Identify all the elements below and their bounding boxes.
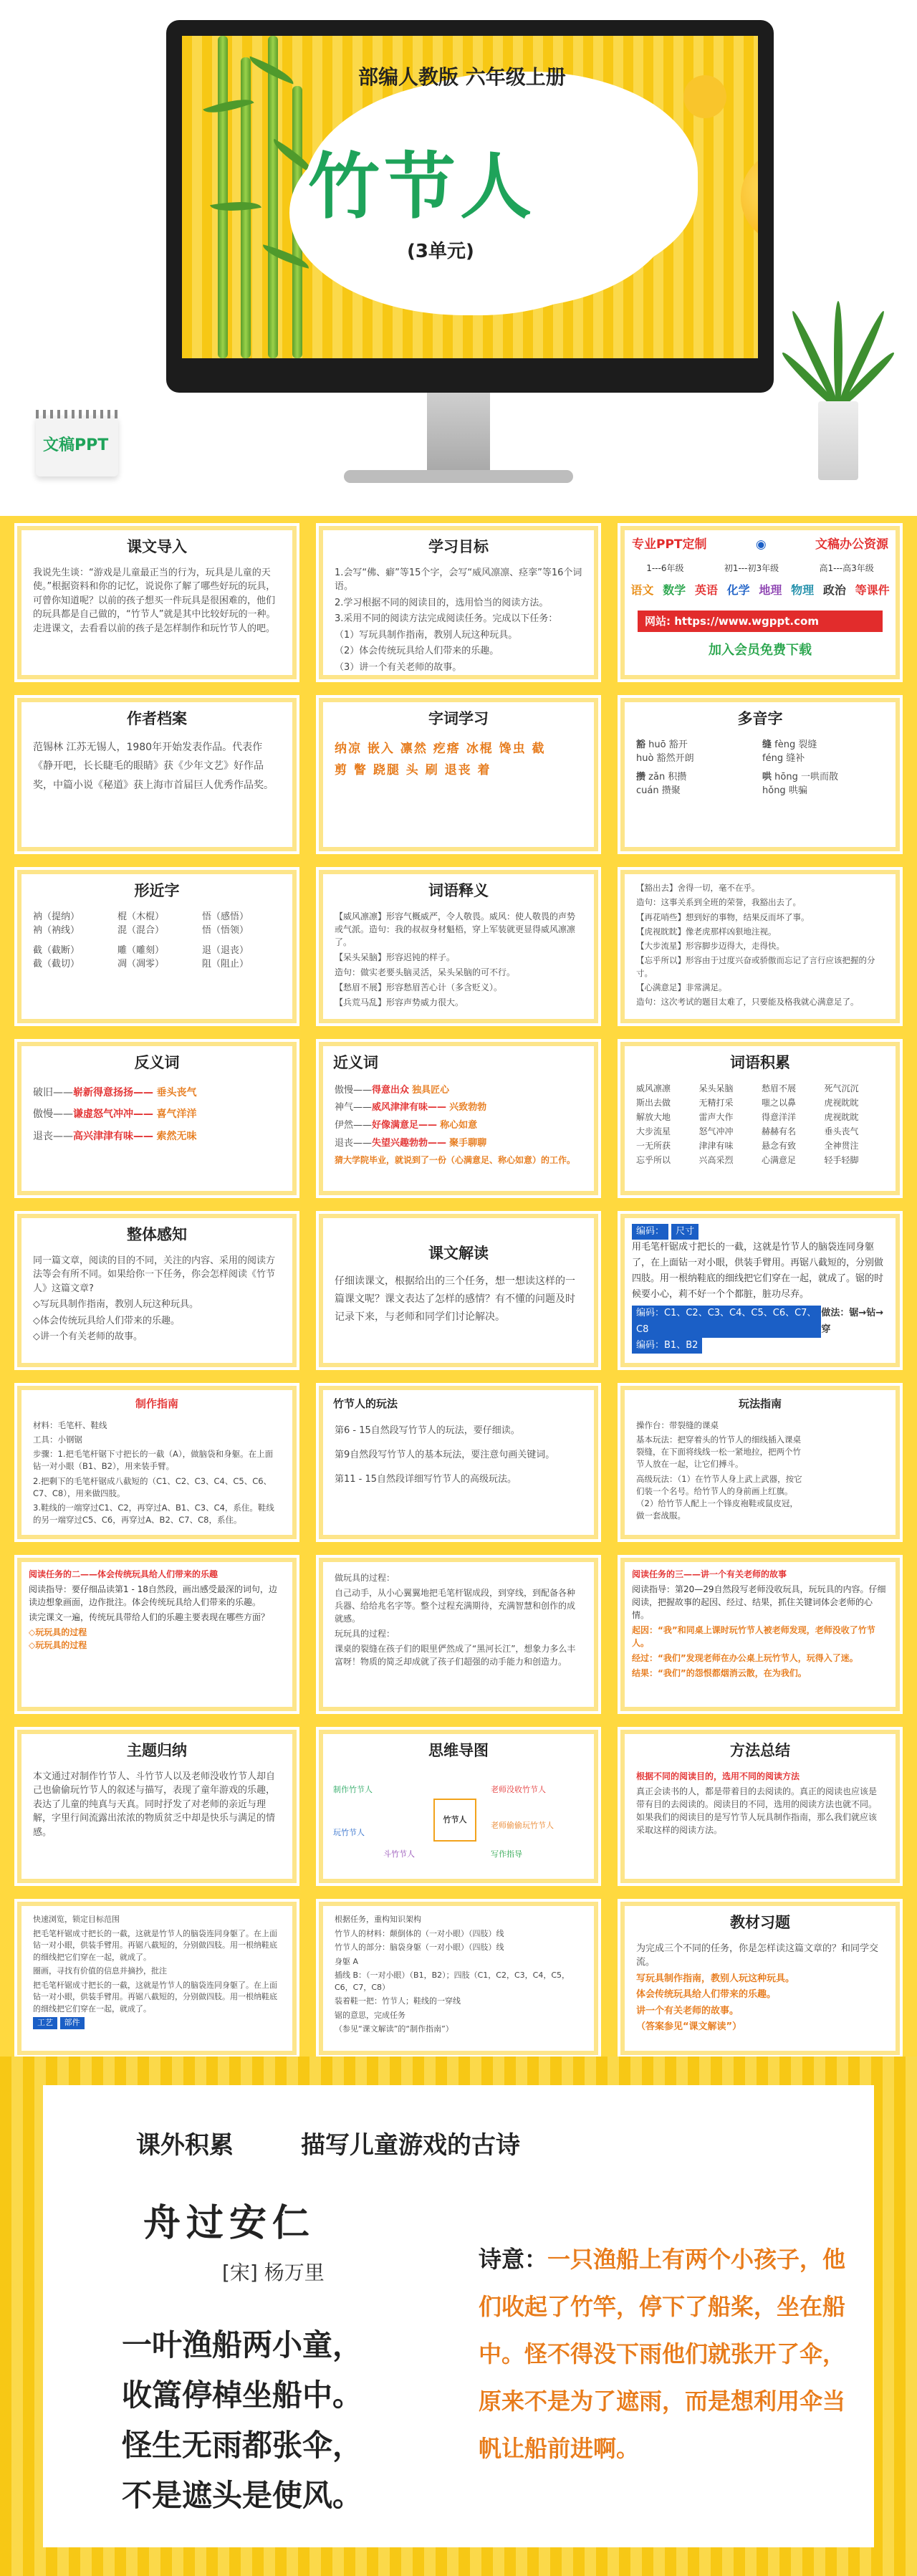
section-heading: 描写儿童游戏的古诗 bbox=[301, 2131, 520, 2160]
vocab-item: 威风凛凛 bbox=[636, 1083, 671, 1093]
cover-title: 竹节人 bbox=[308, 145, 536, 229]
poem-line: 一叶渔船两小童， bbox=[122, 2327, 363, 2362]
slide-title: 反义词 bbox=[134, 1054, 180, 1071]
slide-goals[interactable] bbox=[316, 523, 601, 682]
subject: 物理 bbox=[791, 583, 815, 597]
goal-item: 1.会写“佛、癖”等15个字，会写“威风凛凛、痉挛”等16个词语。 bbox=[335, 567, 582, 592]
grade-label: 1---6年级 bbox=[646, 562, 684, 573]
vocab-item: 忘乎所以 bbox=[636, 1154, 671, 1165]
vocab-item: 虎视眈眈 bbox=[824, 1097, 859, 1108]
ad-brand: 文稿办公资源 bbox=[815, 537, 888, 552]
slide-title: 作者档案 bbox=[127, 710, 187, 727]
section-label: 课外积累 bbox=[136, 2131, 234, 2160]
site-link[interactable]: https://www.wgppt.com bbox=[674, 614, 819, 628]
goal-item: 2.学习根据不同的阅读目的，选用恰当的阅读方法。 bbox=[335, 597, 549, 608]
vocab-item: 赫赫有名 bbox=[762, 1126, 797, 1136]
vocab-item: 津津有味 bbox=[698, 1140, 734, 1151]
slide-characters[interactable]: 字词学习 纳凉 嵌入 凛然 疙瘩 冰棍 馋虫 截 剪 瞥 跷腿 头 刷 退丧 着 bbox=[316, 695, 601, 854]
subject: 语文 bbox=[630, 583, 654, 597]
ad-logo-icon: ◉ bbox=[755, 537, 767, 552]
slide-grid bbox=[0, 516, 917, 2057]
poem-line: 怪生无雨都张伞， bbox=[122, 2428, 363, 2463]
vocab-item: 嗤之以鼻 bbox=[762, 1097, 797, 1108]
vocab-item: 悬念有致 bbox=[762, 1140, 797, 1151]
vocab-item: 愁眉不展 bbox=[762, 1083, 797, 1093]
slide-overview[interactable]: 整体感知 同一篇文章，阅读的目的不同，关注的内容、采用的阅读方法等会有所不同。如果给你一下任务，你会怎样阅读《竹节人》这篇文章? ◇写玩具制作指南，教别人玩这种玩具。 ◇体会传统玩具给人们带来的乐趣。 ◇讲一个有关老师的故事。 bbox=[14, 1211, 299, 1370]
slide-antonyms[interactable]: 反义词 破旧——崭新得意扬扬—— 垂头丧气 傲慢——谦虚怒气冲冲—— 喜气洋洋 退丧——高兴津津有味—— 索然无味 bbox=[14, 1039, 299, 1198]
slide-ad[interactable] bbox=[618, 523, 903, 682]
slide-similar-chars[interactable]: 形近字 衲（提纳） 衲（衲线） 棍（木棍） 混（混合） 悟（感悟） 悟（悟领） 截（截断） 截（截切） 雕（雕刻） 凋（凋零） 退（退丧） 阻（阻止） bbox=[14, 867, 299, 1026]
subject: 化学 bbox=[726, 583, 750, 597]
vocab-item: 兴高采烈 bbox=[698, 1154, 734, 1165]
grade-label: 高1---高3年级 bbox=[819, 562, 874, 573]
join-link[interactable]: 加入会员免费下载 bbox=[709, 643, 812, 658]
slide-text: 我说先生谈：“游戏是儿童最正当的行为，玩具是儿童的天使。”根据资料和你的记忆，说说你了解了哪些好玩的玩具，可曾你知道呢？以前的孩子想买一件玩具是很困难的，他们的玩具都是自己做的，“竹节人”就是其中比较好玩的一种。走进课文，去看看以前的孩子是怎样制作和玩竹节人的吧。 bbox=[33, 567, 276, 634]
plant-pot bbox=[818, 401, 858, 480]
cover-subtitle: 部编人教版 六年级上册 bbox=[358, 65, 566, 89]
subject: 政治 bbox=[822, 583, 846, 597]
hero-section bbox=[0, 0, 917, 516]
subject: 地理 bbox=[759, 583, 782, 597]
grade-label: 初1---初3年级 bbox=[724, 562, 779, 573]
slide-title: 思维导图 bbox=[428, 1742, 489, 1759]
slide-title: 竹节人的玩法 bbox=[333, 1397, 398, 1410]
slide-exercise[interactable]: 教材习题 为完成三个不同的任务，你是怎样读这篇文章的？和同学交流。 写玩具制作指南，教别人玩这种玩具。 体会传统玩具给人们带来的乐趣。 讲一个有关老师的故事。 （答案参见“课文解读”） bbox=[618, 1899, 903, 2058]
vocab-item: 死气沉沉 bbox=[824, 1083, 859, 1093]
plant-decoration bbox=[795, 301, 881, 480]
goal-item: （2）体会传统玩具给人们带来的乐趣。 bbox=[335, 646, 499, 656]
slide-making[interactable]: 编码： 尺寸 用毛笔杆锯成寸把长的一截，这就是竹节人的脑袋连同身躯了，在上面钻一对小眼，供装手臂用。再锯八截短的，分别做四肢。用一根纳鞋底的细线把它们穿在一起，就成了。锯的时候要小心，莉不好一个个都脏，脏功尽弃。 编码：C1、C2、C3、C4、C5、C6、C7、C8 做法：锯→钻→穿 编码：B1、B2 bbox=[618, 1211, 903, 1370]
vocab-item: 轻手轻脚 bbox=[824, 1154, 859, 1165]
subject: 等课件 bbox=[855, 583, 890, 597]
slide-definitions-2[interactable]: 【豁出去】舍得一切，毫不在乎。 造句：这事关系到全班的荣誉，我豁出去了。 【再花哨些】想到好的事物，结果反而坏了事。 【虎视眈眈】像老虎那样凶狠地注视。 【大步流星】形容脚步迈得大，走得快。 【忘乎所以】形容由于过度兴奋或骄傲而忘记了言行应该把握的分寸。 【心满意足】非常满足。 造句：这次考试的题目太难了，只要能及格我就心满意足了。 bbox=[618, 867, 903, 1026]
poem-section bbox=[0, 2057, 917, 2576]
sun-icon bbox=[741, 150, 758, 244]
slide-title: 整体感知 bbox=[127, 1226, 187, 1243]
slide-title: 课文解读 bbox=[428, 1245, 489, 1262]
subject: 英语 bbox=[694, 583, 718, 597]
sun-small-icon bbox=[683, 75, 726, 118]
slide-guide[interactable]: 制作指南 材料：毛笔杆、鞋线 工具：小钢锯 步骤：1.把毛笔杆锯下寸把长的一截（A），做脑袋和身躯。在上面钻一对小眼（B1、B2），用来装手臂。 2.把剩下的毛笔杆锯成八截短的（C1、C2、C3、C4、C5、C6、C7、C8），用来做四肢。 3.鞋线的一端穿过C1、C2，再穿过A、B1、C3、C4，系住。鞋线的另一端穿过C5、C6，再穿过A、B2、C7、C8，系住。 bbox=[14, 1383, 299, 1542]
vocab-item: 得意洋洋 bbox=[762, 1111, 797, 1122]
vocab-item: 垂头丧气 bbox=[824, 1126, 859, 1136]
slide-synonyms[interactable]: 近义词 傲慢——得意出众 独具匠心 神气——威风津津有味—— 兴致勃勃 伊然——好像满意足—— 称心如意 退丧——失望兴趣勃勃—— 聚手聊聊 猜大学院毕业，就说到了一份（心满意足、称心如意）的工作。 bbox=[316, 1039, 601, 1198]
vocab-item: 呆头呆脑 bbox=[698, 1083, 734, 1093]
goal-item: 3.采用不同的阅读方法完成阅读任务。完成以下任务： bbox=[335, 613, 558, 624]
ad-title: 专业PPT定制 bbox=[632, 537, 707, 552]
cover-unit: (3单元) bbox=[407, 241, 474, 262]
tag-label: 编码： bbox=[632, 1224, 668, 1240]
slide-play-guide[interactable]: 玩法指南 操作台：带裂缝的课桌 基本玩法：把穿着头的竹节人的细线插入课桌裂缝，在下面将线线一松一紧地拉，把两个竹节人放在一起，让它们搏斗。 高级玩法：（1）在竹节人身上武上武器，按它们装一个名号。给竹节人的身前画上红旗。（2）给竹节人配上一个锋皮袍鞋或鼠皮冠，做一套战服。 bbox=[618, 1383, 903, 1542]
slide-author[interactable] bbox=[14, 695, 299, 854]
poem-line: 收篙停棹坐船中。 bbox=[122, 2378, 363, 2413]
vocab-item: 心满意足 bbox=[762, 1154, 797, 1165]
vocab-item: 无精打采 bbox=[698, 1097, 734, 1108]
slide-title: 玩法指南 bbox=[738, 1397, 782, 1410]
site-label: 网站: bbox=[645, 614, 671, 628]
goal-item: （3）讲一个有关老师的故事。 bbox=[335, 661, 462, 673]
goal-item: （1）写玩具制作指南，教别人玩这种玩具。 bbox=[335, 629, 518, 641]
slide-task2[interactable]: 阅读任务的二——体会传统玩具给人们带来的乐趣 阅读指导：要仔细品读第1 - 18自然段，画出感受最深的词句，边读边想象画面，边作批注。体会传统玩具给人们带来的乐趣。 读完课文一遍，传统玩具带给人们的乐趣主要表现在哪些方面？ ◇玩玩具的过程 ◇玩玩具的过程 bbox=[14, 1555, 299, 1714]
vocab-item: 一无所获 bbox=[636, 1140, 671, 1151]
slide-title: 主题归纳 bbox=[127, 1742, 187, 1759]
poem-card bbox=[43, 2085, 874, 2547]
vocab-item: 怒气冲冲 bbox=[698, 1126, 734, 1136]
slide-text: 范锡林 江苏无锡人，1980年开始发表作品。代表作《静开吧，长长睫毛的眼睛》获《少年文艺》好作品奖，中篇小说《秘道》获上海市首届巨人优秀作品奖。 bbox=[33, 741, 274, 791]
monitor-base bbox=[344, 470, 573, 483]
vocab-item: 斯出去做 bbox=[636, 1097, 671, 1108]
poem-line: 不是遮头是使风。 bbox=[122, 2478, 363, 2513]
slide-polyphones[interactable]: 多音字 豁 huō 豁开 huò 豁然开朗 缝 fèng 裂缝 féng 缝补 攒 zǎn 积攒 cuán 攒聚 哄 hōng 一哄而散 hǒng 哄骗 bbox=[618, 695, 903, 854]
slide-title: 方法总结 bbox=[730, 1742, 790, 1759]
vocab-item: 全神贯注 bbox=[824, 1140, 859, 1151]
slide-mindmap[interactable]: 思维导图 竹节人 制作竹节人 玩竹节人 斗竹节人 老师没收竹节人 老师偷偷玩竹节人 写作指导 bbox=[316, 1727, 601, 1886]
poem-author: [宋] 杨万里 bbox=[222, 2261, 325, 2284]
slide-method[interactable]: 方法总结 根据不同的阅读目的，选用不同的阅读方法 真正会读书的人，都是带着目的去阅读的。真正的阅读也应该是带有目的去阅读的。阅读目的不同，选用的阅读方法也就不同。如果我们的阅读目的是写竹节人玩具制作指南，那么我们就应该采取这样的阅读方法。 bbox=[618, 1727, 903, 1886]
vocab-item: 虎视眈眈 bbox=[824, 1111, 859, 1122]
poem-meaning: 诗意：一只渔船上有两个小孩子，他们收起了竹竿，停下了船桨，坐在船中。怪不得没下雨他们就张开了伞，原来不是为了遮雨，而是想利用伞当帆让船前进啊。 bbox=[479, 2246, 846, 2462]
tag-label: 尺寸 bbox=[671, 1224, 698, 1240]
slide-title: 教材习题 bbox=[730, 1914, 790, 1931]
bamboo-illustration bbox=[203, 36, 318, 358]
slide-title: 字词学习 bbox=[428, 710, 489, 727]
slide-title: 近义词 bbox=[333, 1054, 378, 1071]
slide-fun[interactable]: 做玩具的过程： 自己动手，从小心翼翼地把毛笔杆锯成段，到穿线，到配备各种兵器、给给兆名字等。整个过程充满期待，充满智慧和创作的成就感。 玩玩具的过程： 课桌的裂缝在孩子们的眼里俨然成了“黑河长江”，想象力多么丰富呀！物质的简乏却成就了孩子们超强的动手能力和创造力。 bbox=[316, 1555, 601, 1714]
slide-title: 形近字 bbox=[134, 882, 180, 899]
vocab-item: 解放大地 bbox=[636, 1111, 671, 1122]
slide-intro[interactable] bbox=[14, 523, 299, 682]
vocab-item: 雷声大作 bbox=[698, 1111, 734, 1122]
slide-play[interactable]: 竹节人的玩法 第6 - 15自然段写竹节人的玩法，要仔细读。 第9自然段写竹节人的基本玩法，要注意句画关键词。 第11 - 15自然段详细写竹节人的高级玩法。 bbox=[316, 1383, 601, 1542]
mindmap-center: 竹节人 bbox=[433, 1799, 476, 1842]
slide-vocab[interactable] bbox=[618, 1039, 903, 1198]
slide-title: 词语积累 bbox=[730, 1054, 790, 1071]
vocab-item: 大步流星 bbox=[636, 1126, 671, 1136]
poem-title: 舟过安仁 bbox=[143, 2202, 316, 2245]
slide-definitions[interactable]: 词语释义 【威风凛凛】形容气概威严，令人敬畏。威风：使人敬畏的声势或气派。造句：我的叔叔身材魁梧，穿上军装就更显得威风凛凛了。 【呆头呆脑】形容迟钝的样子。 造句：做实老要头脑灵活，呆头呆脑的可不行。 【愁眉不展】形容愁眉苦心计（多含贬义）。 【兵荒马乱】形容声势威力很大。 bbox=[316, 867, 601, 1026]
slide-restructure[interactable]: 根据任务，重构知识架构 竹节人的材料：颠倒体的（一对小眼）（四肢）线 竹节人的部分：脑袋身躯（一对小眼）（四肢）线 身躯 A 插线 B：（一对小眼）（B1，B2）；四肢（C1，C2，C3，C4，C5，C6，C7，C8） 装着鞋一把：竹节人；鞋线的一穿线 锯的意思，完成任务 （参见“课文解读”的“制作指南”） bbox=[316, 1899, 601, 2058]
slide-title: 制作指南 bbox=[135, 1397, 178, 1410]
subject: 数学 bbox=[663, 583, 686, 597]
slide-task3[interactable]: 阅读任务的三——讲一个有关老师的故事 阅读指导：第20—29自然段写老师没收玩具，玩玩具的内容。仔细阅读，把握故事的起因、经过、结果，抓住关键词体会老师的心情。 起因：“我”和同桌上课时玩竹节人被老师发现，老师没收了竹节人。 经过：“我们”发现老师在办公桌上玩竹节人，玩得入了迷。 结果：“我们”的怨恨都烟消云散，在为我们。 bbox=[618, 1555, 903, 1714]
brand-logo: 文稿PPT bbox=[43, 436, 109, 454]
slide-title: 词语释义 bbox=[428, 882, 489, 899]
slide-title: 多音字 bbox=[737, 710, 783, 727]
slide-theme[interactable]: 主题归纳 本文通过对制作竹节人、斗竹节人以及老师没收竹节人却自己也偷偷玩竹节人的叙述与描写，表现了童年游戏的乐趣，表达了儿童的纯真与天真。同时抒发了对老师的亲近与理解，字里行间流露出浓浓的物质贫乏中却是快乐与满足的情感。 bbox=[14, 1727, 299, 1886]
monitor-stand bbox=[427, 393, 490, 471]
slide-title: 学习目标 bbox=[428, 538, 489, 555]
brand-calendar bbox=[36, 416, 118, 477]
slide-reading[interactable]: 课文解读 仔细读课文，根据给出的三个任务，想一想读这样的一篇课文呢？课文表达了怎样的感情？有不懂的问题及时记录下来，与老师和同学们讨论解决。 bbox=[316, 1211, 601, 1370]
slide-title: 课文导入 bbox=[127, 538, 187, 555]
slide-browse[interactable]: 快速浏览，锁定目标范围 把毛笔杆锯成寸把长的一截，这就是竹节人的脑袋连同身躯了。在上面钻一对小眼，供装手臂用。再锯八截短的，分别做四肢。用一根纳鞋底的细线把它们穿在一起，就成了。 圈画，寻找有价值的信息并摘抄，批注 把毛笔杆锯成寸把长的一截，这就是竹节人的脑袋连同身躯了。在上面钻一对小眼，供装手臂用。再锯八截短的，分别做四肢。用一根纳鞋底的细线把它们穿在一起，就成了。 工艺 部件 bbox=[14, 1899, 299, 2058]
